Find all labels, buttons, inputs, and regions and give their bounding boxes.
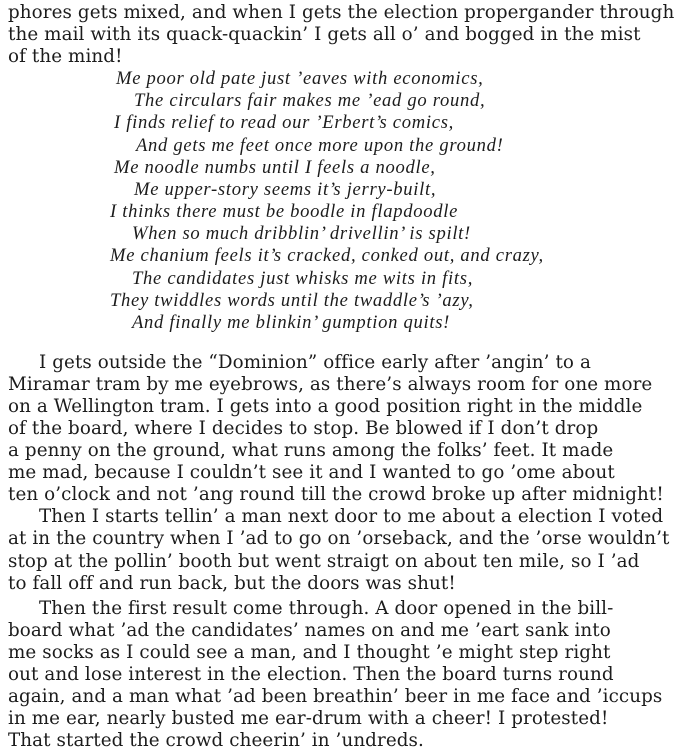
paragraph-line: ten o’clock and not ’ang round till the crowd broke up after midnight!	[8, 484, 664, 505]
verse-line: When so much dribblin’ drivellin’ is spilt!	[132, 223, 471, 244]
paragraph-line: Then the first result come through. A door opened in the bill-	[39, 598, 614, 619]
paragraph-line: board what ’ad the candidates’ names on and me ’eart sank into	[8, 620, 611, 641]
paragraph-line: Miramar tram by me eyebrows, as there’s always room for one more	[8, 374, 653, 395]
verse-line: Me upper-story seems it’s jerry-built,	[134, 179, 437, 200]
intro-line: phores gets mixed, and when I gets the election propergander through	[8, 2, 675, 23]
paragraph-line: in me ear, nearly busted me ear-drum with a cheer! I protested!	[8, 708, 609, 729]
paragraph-line: me socks as I could see a man, and I thought ’e might step right	[8, 642, 611, 663]
verse-line: Me poor old pate just ’eaves with economics,	[116, 68, 484, 89]
paragraph-line: to fall off and run back, but the doors was shut!	[8, 573, 456, 594]
verse-line: And finally me blinkin’ gumption quits!	[132, 312, 451, 333]
paragraph-line: on a Wellington tram. I gets into a good position right in the middle	[8, 396, 643, 417]
paragraph-line: stop at the pollin’ booth but went straigt on about ten mile, so I ’ad	[8, 551, 640, 572]
verse-line: Me chanium feels it’s cracked, conked out, and crazy,	[110, 245, 544, 266]
verse-line: I thinks there must be boodle in flapdoodle	[110, 201, 459, 222]
paragraph-line: at in the country when I ’ad to go on ’orseback, and the ’orse wouldn’t	[8, 528, 670, 549]
verse-line: They twiddles words until the twaddle’s ’azy,	[110, 290, 474, 311]
intro-line: the mail with its quack-quackin’ I gets all o’ and bogged in the mist	[8, 24, 641, 45]
intro-line: of the mind!	[8, 46, 123, 67]
paragraph-line: That started the crowd cheerin’ in ’undreds.	[8, 730, 424, 751]
paragraph-line: me mad, because I couldn’t see it and I wanted to go ’ome about	[8, 462, 615, 483]
paragraph-line: again, and a man what ’ad been breathin’ beer in me face and ’iccups	[8, 686, 663, 707]
paragraph-line: I gets outside the “Dominion” office early after ’angin’ to a	[39, 352, 591, 373]
paragraph-line: out and lose interest in the election. Then the board turns round	[8, 664, 614, 685]
paragraph-line: a penny on the ground, what runs among the folks’ feet. It made	[8, 440, 614, 461]
paragraph-line: of the board, where I decides to stop. Be blowed if I don’t drop	[8, 418, 599, 439]
verse-line: The candidates just whisks me wits in fits,	[132, 268, 474, 289]
verse-line: I finds relief to read our ’Erbert’s comics,	[114, 112, 454, 133]
verse-line: The circulars fair makes me ’ead go round,	[134, 90, 486, 111]
paragraph-line: Then I starts tellin’ a man next door to me about a election I voted	[39, 506, 664, 527]
verse-line: And gets me feet once more upon the ground!	[136, 135, 504, 156]
verse-line: Me noodle numbs until I feels a noodle,	[114, 157, 436, 178]
